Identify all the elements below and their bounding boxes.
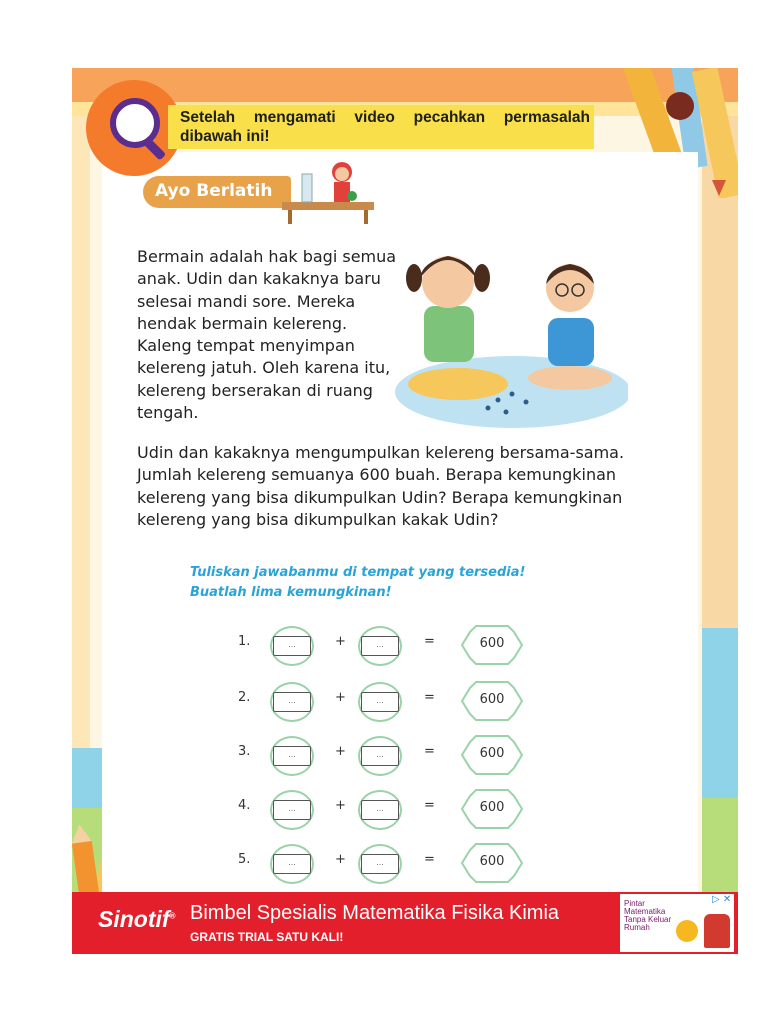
ad-thumbnail-badge [676,920,698,942]
ad-subheadline[interactable]: GRATIS TRIAL SATU KALI! [190,930,344,944]
answer-box-b[interactable]: ... [358,626,402,666]
result-value: 600 [479,692,505,707]
ad-thumbnail-text: Pintar Matematika Tanpa Keluar Rumah [624,899,672,932]
equation-row-5 [238,842,538,882]
ad-headline[interactable]: Bimbel Spesialis Matematika Fisika Kimia [190,902,560,924]
answer-box-a[interactable]: ... [270,682,314,722]
result-badge [460,680,524,722]
result-badge [460,788,524,830]
equation-number: 4. [238,798,251,813]
equation-number: 3. [238,744,251,759]
ad-thumbnail-figure [704,914,730,948]
ad-banner[interactable] [72,892,738,954]
equals-sign: = [424,798,435,813]
equation-row-3 [238,734,538,774]
result-value: 600 [479,746,505,761]
answer-box-b[interactable]: ... [358,682,402,722]
instruction-text: Setelah mengamati video pecahkan permasalah dibawah ini! [180,109,590,145]
equation-number: 2. [238,690,251,705]
equation-number: 5. [238,852,251,867]
equals-sign: = [424,852,435,867]
girl-lab-illustration [282,158,374,224]
equals-sign: = [424,634,435,649]
answer-box-a[interactable]: ... [270,844,314,884]
answer-box-a[interactable]: ... [270,790,314,830]
task-instructions [190,563,525,603]
plus-sign: + [335,798,346,813]
equals-sign: = [424,690,435,705]
result-value: 600 [479,800,505,815]
adchoices-close-icon[interactable]: ▷ ✕ [712,894,732,905]
story-text-2: Udin dan kakaknya mengumpulkan kelereng bersama-sama. Jumlah kelereng semuanya 600 buah. Berapa kemungkinan kelereng yang bisa dikumpulkan Udin? Berapa kemungkinan kelereng yang bisa dikumpulkan kakak Udin? [137,443,625,529]
answer-box-b[interactable]: ... [358,790,402,830]
equation-row-2 [238,680,538,720]
equation-row-1 [238,624,538,664]
task-line-1: Tuliskan jawabanmu di tempat yang tersedia! [190,565,526,580]
children-playing-marbles-illustration [388,232,628,432]
story-paragraph-2 [137,442,627,531]
plus-sign: + [335,634,346,649]
equals-sign: = [424,744,435,759]
equation-number: 1. [238,634,251,649]
task-line-2: Buatlah lima kemungkinan! [190,585,392,600]
result-badge [460,624,524,666]
result-badge [460,842,524,884]
section-label [143,176,291,208]
plus-sign: + [335,690,346,705]
answer-box-a[interactable]: ... [270,626,314,666]
equation-row-4 [238,788,538,828]
story-paragraph-1 [137,246,397,424]
answer-box-b[interactable]: ... [358,844,402,884]
answer-box-b[interactable]: ... [358,736,402,776]
result-badge [460,734,524,776]
result-value: 600 [479,636,505,651]
section-label-text: Ayo Berlatih [155,181,273,201]
plus-sign: + [335,744,346,759]
result-value: 600 [479,854,505,869]
story-text-1: Bermain adalah hak bagi semua anak. Udin dan kakaknya baru selesai mandi sore. Mereka hendak bermain kelereng. Kaleng tempat menyimpan kelereng jatuh. Oleh karena itu, kelereng berserakan di ruang tengah. [137,247,397,423]
plus-sign: + [335,852,346,867]
right-blue-accent [702,628,738,798]
ad-brand-logo[interactable]: Sinotif® [98,906,176,932]
answer-box-a[interactable]: ... [270,736,314,776]
